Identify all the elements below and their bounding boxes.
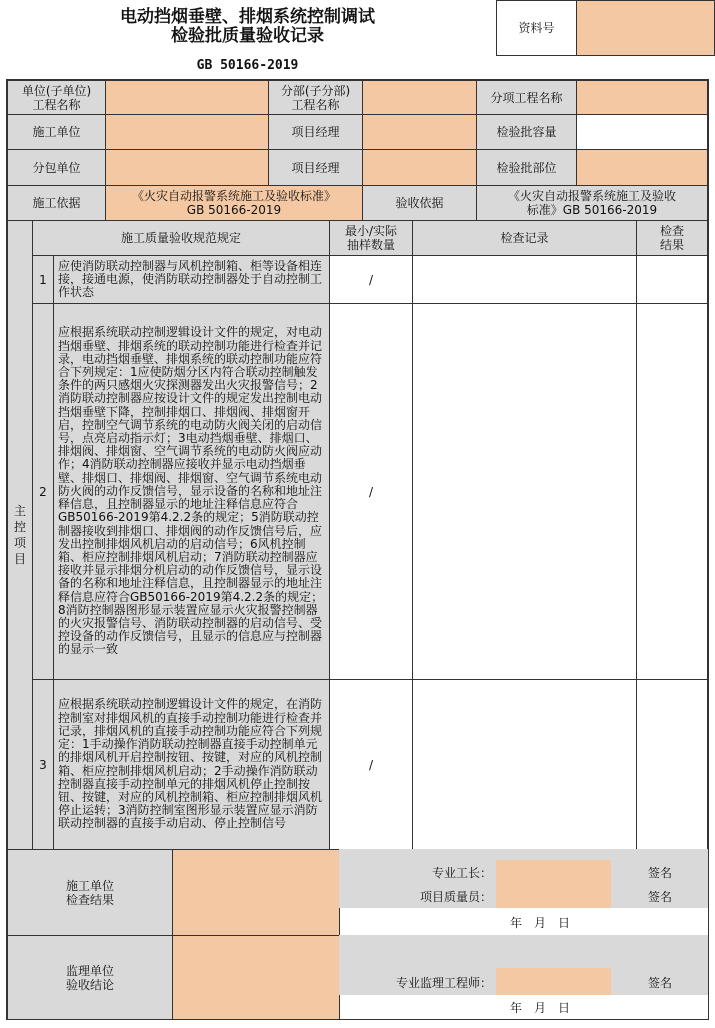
contractor-label: 施工单位 — [7, 114, 106, 150]
sign-label-1: 签名 — [647, 865, 672, 880]
sub-part-field[interactable] — [362, 80, 477, 115]
supervising-engineer-field[interactable] — [496, 968, 611, 995]
batch-capacity-label: 检验批容量 — [476, 114, 577, 150]
foreman-label: 专业工长： — [431, 865, 492, 880]
standard-code: GB 50166-2019 — [196, 58, 299, 73]
row-spec-text: 应根据系统联动控制逻辑设计文件的规定，在消防控制室对排烟风机的直接手动控制功能进行检查并记录，排烟风机的直接手动控制功能应符合下列规定：1手动操作消防联动控制器直接手动控制单元的排烟风机开启控制按钮、按键，对应的风机控制箱、柜应控制排烟风机启动；2手动操作消防联动控制器直接手动控制单元的排烟风机停止控制按钮、按键，对应的风机控制箱、柜应控制排烟风机停止运转；3消防控制室图形显示装置应显示消防联动控制器的直接手动启动、停止控制信号 — [53, 679, 330, 850]
main-control-side-label: 主 控 项 目 — [7, 220, 33, 850]
project-manager-field[interactable] — [362, 114, 477, 150]
subcontractor-label: 分包单位 — [7, 149, 106, 186]
sub-item-field[interactable] — [576, 80, 708, 115]
doc-no-field[interactable] — [576, 0, 715, 56]
batch-location-field[interactable] — [576, 149, 708, 186]
row-check-record[interactable] — [412, 255, 637, 304]
sign-label-3: 签名 — [647, 975, 672, 990]
contractor-check-field[interactable] — [172, 849, 340, 936]
supervisor-conclusion-field[interactable] — [172, 935, 340, 1020]
sub-item-label: 分项工程名称 — [476, 80, 577, 115]
sign-label-2: 签名 — [647, 889, 672, 904]
supervisor-conclusion-label: 监理单位 验收结论 — [7, 935, 173, 1020]
col-record-header: 检查记录 — [412, 220, 637, 256]
row-number: 2 — [32, 303, 54, 680]
row-sample-qty[interactable]: / — [329, 255, 413, 304]
contractor-check-label: 施工单位 检查结果 — [7, 849, 173, 936]
subcontractor-field[interactable] — [105, 149, 269, 186]
date-label-2: 年 月 日 — [509, 1000, 570, 1015]
construction-basis-label: 施工依据 — [7, 185, 106, 221]
acceptance-basis-value: 《火灾自动报警系统施工及验收 标准》GB 50166-2019 — [476, 185, 708, 221]
row-check-result[interactable] — [636, 679, 708, 850]
col-result-header: 检查 结果 — [636, 220, 708, 256]
quality-inspector-label: 项目质量员： — [419, 889, 492, 904]
batch-location-label: 检验批部位 — [476, 149, 577, 186]
date-label-1: 年 月 日 — [509, 915, 570, 930]
acceptance-basis-label: 验收依据 — [362, 185, 477, 221]
row-check-result[interactable] — [636, 303, 708, 680]
page-title-line2: 检验批质量验收记录 — [171, 26, 324, 46]
doc-no-label: 资料号 — [496, 0, 577, 56]
project-manager2-label: 项目经理 — [268, 149, 363, 186]
row-number: 3 — [32, 679, 54, 850]
row-spec-text: 应根据系统联动控制逻辑设计文件的规定，对电动挡烟垂壁、排烟系统的联动控制功能进行检查并记录，电动挡烟垂壁、排烟系统的联动控制功能应符合下列规定：1应使防烟分区内符合联动控制触发条件的两只感烟火灾探测器发出火灾报警信号；2消防联动控制器应按设计文件的规定发出控制电动挡烟垂壁下降，控制排烟口、排烟阀、排烟窗开启，控制空气调节系统的电动防火阀关闭的启动信号，点亮启动指示灯；3电动挡烟垂壁、排烟口、排烟阀、排烟窗、空气调节系统的电动防火阀应动作；4消防联动控制器应接收并显示电动挡烟垂壁、排烟口、排烟阀、排烟窗、空气调节系统电动防火阀的动作反馈信号，显示设备的名称和地址注释信息，且控制器显示的地址注释信息应符合GB50166-2019第4.2.2条的规定；5消防联动控制器接收到排烟口、排烟阀的动作反馈信号后，应发出控制排烟风机启动的启动信号；6风机控制箱、柜应控制排烟风机启动；7消防联动控制器应接收并显示排烟分机启动的动作反馈信号，显示设备的名称和地址注释信息，且控制器显示的地址注释信息应符合GB50166-2019第4.2.2条的规定；8消防控制器图形显示装置应显示火灾报警控制器的火灾报警信号、消防联动控制器的启动信号、受控设备的动作反馈信号，且显示的信息应与控制器的显示一致 — [53, 303, 330, 680]
project-manager-label: 项目经理 — [268, 114, 363, 150]
project-manager2-field[interactable] — [362, 149, 477, 186]
foreman-field[interactable] — [496, 860, 611, 884]
row-check-record[interactable] — [412, 679, 637, 850]
contractor-field[interactable] — [105, 114, 269, 150]
quality-inspector-field[interactable] — [496, 884, 611, 908]
page-title-line1: 电动挡烟垂壁、排烟系统控制调试 — [120, 7, 375, 27]
supervising-engineer-label: 专业监理工程师： — [395, 975, 492, 990]
batch-capacity-field[interactable] — [576, 114, 708, 150]
construction-basis-field[interactable]: 《火灾自动报警系统施工及验收标准》 GB 50166-2019 — [105, 185, 363, 221]
row-check-record[interactable] — [412, 303, 637, 680]
unit-project-field[interactable] — [105, 80, 269, 115]
row-check-result[interactable] — [636, 255, 708, 304]
unit-project-label: 单位(子单位) 工程名称 — [7, 80, 106, 115]
col-spec-header: 施工质量验收规范规定 — [32, 220, 330, 256]
row-sample-qty[interactable]: / — [329, 679, 413, 850]
row-spec-text: 应使消防联动控制器与风机控制箱、柜等设备相连接，接通电源，使消防联动控制器处于自动控制工作状态 — [53, 255, 330, 304]
sub-part-label: 分部(子分部) 工程名称 — [268, 80, 363, 115]
row-sample-qty[interactable]: / — [329, 303, 413, 680]
row-number: 1 — [32, 255, 54, 304]
col-qty-header: 最小/实际 抽样数量 — [329, 220, 413, 256]
